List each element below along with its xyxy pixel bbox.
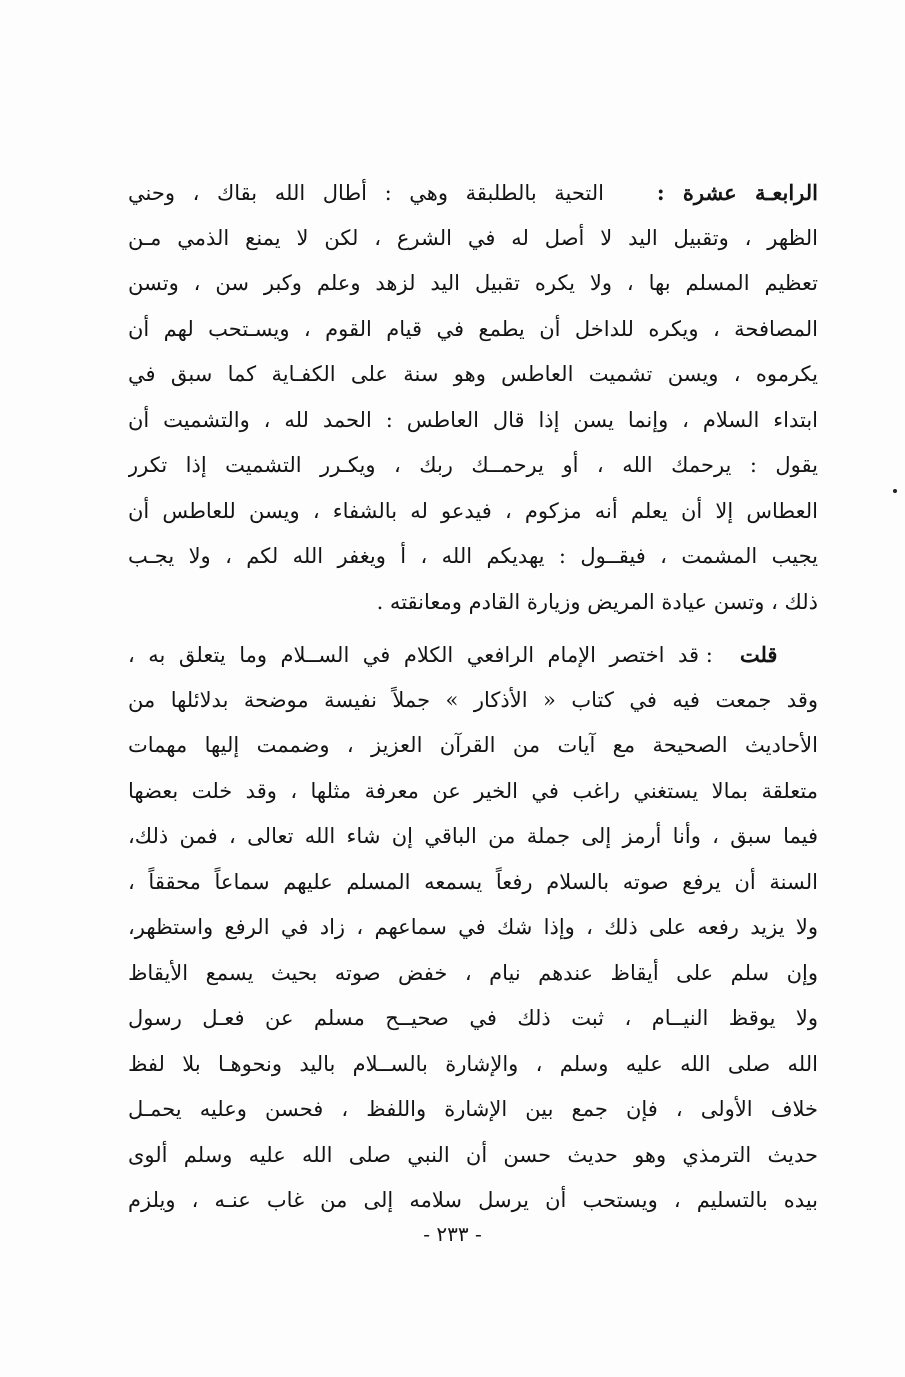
paragraph-line: الله صلى الله عليه وسلم ، والإشارة بالســلام باليد ونحوهـا بلا لفظ — [128, 1051, 818, 1076]
paragraph-line — [128, 170, 818, 216]
paragraph-line: ابتداء السلام ، وإنما يسن إذا قال العاطس : الحمد لله ، والتشميت أن — [128, 407, 818, 432]
paragraph-line — [128, 632, 818, 678]
paragraph-line: متعلقة بمالا يستغني راغب في الخير عن معرفة مثلها ، وقد خلت بعضها — [128, 778, 818, 803]
line-text: التحية بالطلبقة وهي : أطال الله بقاك ، وحني — [128, 181, 605, 205]
paragraph-line: تعظيم المسلم بها ، ولا يكره تقبيل اليد لزهد وعلم وكبر سن ، وتسن — [128, 271, 818, 295]
paragraph-fourteenth-issue — [128, 170, 818, 625]
paragraph-line: الأحاديث الصحيحة مع آيات من القرآن العزيز ، وضممت إليها مهمات — [128, 733, 818, 757]
paragraph-line: يجيب المشمت ، فيقــول : يهديكم الله ، أ ويغفر الله لكم ، ولا يجـب — [128, 544, 818, 568]
paragraph-line: فيما سبق ، وأنا أرمز إلى جملة من الباقي إن شاء الله تعالى ، فمن ذلك، — [128, 824, 818, 848]
paragraph-line: بيده بالتسليم ، ويستحب أن يرسل سلامه إلى من غاب عنـه ، ويلزم — [128, 1188, 818, 1212]
line-text: : قد اختصر الإمام الرافعي الكلام في الســلام وما يتعلق به ، — [128, 643, 713, 667]
paragraph-line: السنة أن يرفع صوته بالسلام رفعاً يسمعه المسلم عليهم سماعاً محققاً ، — [128, 869, 818, 894]
paragraph-line: حديث الترمذي وهو حديث حسن أن النبي صلى الله عليه وسلم ألوى — [128, 1142, 818, 1167]
paragraph-line: ولا يوقظ النيــام ، ثبت ذلك في صحيــح مسلم عن فعـل رسول — [128, 1006, 818, 1030]
paragraph-line: وقد جمعت فيه في كتاب « الأذكار » جملاً نفيسة موضحة بدلائلها من — [128, 687, 818, 712]
paragraph-line: خلاف الأولى ، فإن جمع بين الإشارة واللفظ ، فحسن وعليه يحمـل — [128, 1097, 818, 1121]
commentary-lead-heading: قلت — [739, 642, 778, 667]
paragraph-commentary — [128, 632, 818, 1224]
paragraph-line: ذلك ، وتسن عيادة المريض وزيارة القادم ومعانقته . — [376, 589, 818, 614]
paragraph-line: يقول : يرحمك الله ، أو يرحمــك ربك ، ويكـرر التشميت إذا تكرر — [128, 453, 818, 477]
paragraph-line: المصافحة ، ويكره للداخل أن يطمع في قيام القوم ، ويسـتحب لهم أن — [128, 316, 818, 341]
scan-speck — [893, 489, 897, 493]
paragraph-line: العطاس إلا أن يعلم أنه مزكوم ، فيدعو له بالشفاء ، ويسن للعاطس أن — [128, 498, 818, 523]
paragraph-line: وإن سلم على أيقاظ عندهم نيام ، خفض صوته بحيث يسمع الأيقاظ — [128, 960, 818, 985]
page-number: - ٢٣٣ - — [423, 1222, 482, 1246]
section-lead-heading: الرابعـة عشرة : — [656, 180, 818, 205]
paragraph-line: الظهر ، وتقبيل اليد لا أصل له في الشرع ، لكن لا يمنع الذمي مـن — [128, 225, 818, 250]
paragraph-line: يكرموه ، ويسن تشميت العاطس وهو سنة على الكفـاية كما سبق في — [128, 362, 818, 386]
paragraph-line: ولا يزيد رفعه على ذلك ، وإذا شك في سماعهم ، زاد في الرفع واستظهر، — [128, 915, 818, 939]
